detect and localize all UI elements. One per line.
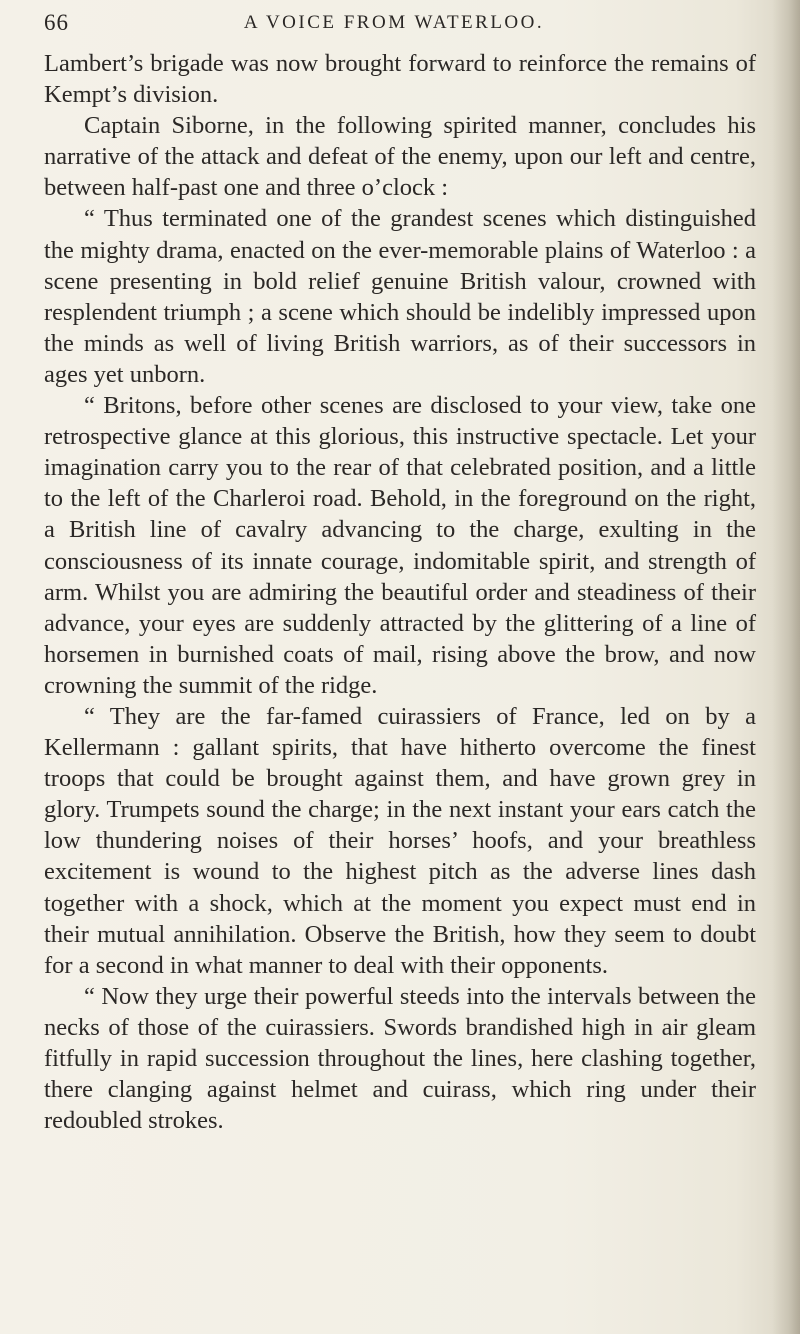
- page-edge-shadow: [772, 0, 800, 1334]
- page-header: [44, 10, 744, 50]
- paragraph: “ They are the far-famed cuirassiers of France, led on by a Kellermann : gallant spirits, that have hitherto overcome the finest troops that could be brought against them, and have grown grey in glory. Trumpets sound the charge; in the next instant your ears catch the low thundering noises of their horses’ hoofs, and your breathless excitement is wound to the highest pitch as the adverse lines dash together with a shock, which at the moment you expect must end in their mutual annihilation. Observe the British, how they seem to doubt for a second in what manner to deal with their opponents.: [44, 702, 756, 979]
- page-number: 66: [44, 10, 69, 35]
- paragraph: “ Thus terminated one of the grandest scenes which distinguished the mighty drama, enacted on the ever-memorable plains of Waterloo : a scene presenting in bold relief genuine British valour, crowned with resplendent triumph ; a scene which should be indelibly impressed upon the minds as well of living British warriors, as of their successors in ages yet unborn.: [44, 205, 756, 388]
- paragraph: Lambert’s brigade was now brought forward to reinforce the remains of Kempt’s division.: [44, 50, 756, 109]
- paragraph: “ Britons, before other scenes are disclosed to your view, take one retrospective glance at this glorious, this instructive spectacle. Let your imagination carry you to the rear of that celebrated position, and a little to the left of the Charleroi road. Behold, in the foreground on the right, a British line of cavalry advancing to the charge, exulting in the consciousness of its innate courage, indomitable spirit, and strength of arm. Whilst you are admiring the beautiful order and steadiness of their advance, your eyes are suddenly attracted by the glittering of a line of horsemen in burnished coats of mail, rising above the brow, and now crowning the summit of the ridge.: [44, 392, 756, 699]
- body-text: [44, 48, 756, 1136]
- paragraph: Captain Siborne, in the following spirited manner, concludes his narrative of the attack and defeat of the enemy, upon our left and centre, between half-past one and three o’clock :: [44, 112, 756, 202]
- running-title: A VOICE FROM WATERLOO.: [243, 12, 545, 33]
- paragraph: “ Now they urge their powerful steeds into the intervals between the necks of those of the cuirassiers. Swords brandished high in air gleam fitfully in rapid succession throughout the lines, here clashing together, there clanging against helmet and cuirass, which ring under their redoubled strokes.: [44, 982, 756, 1135]
